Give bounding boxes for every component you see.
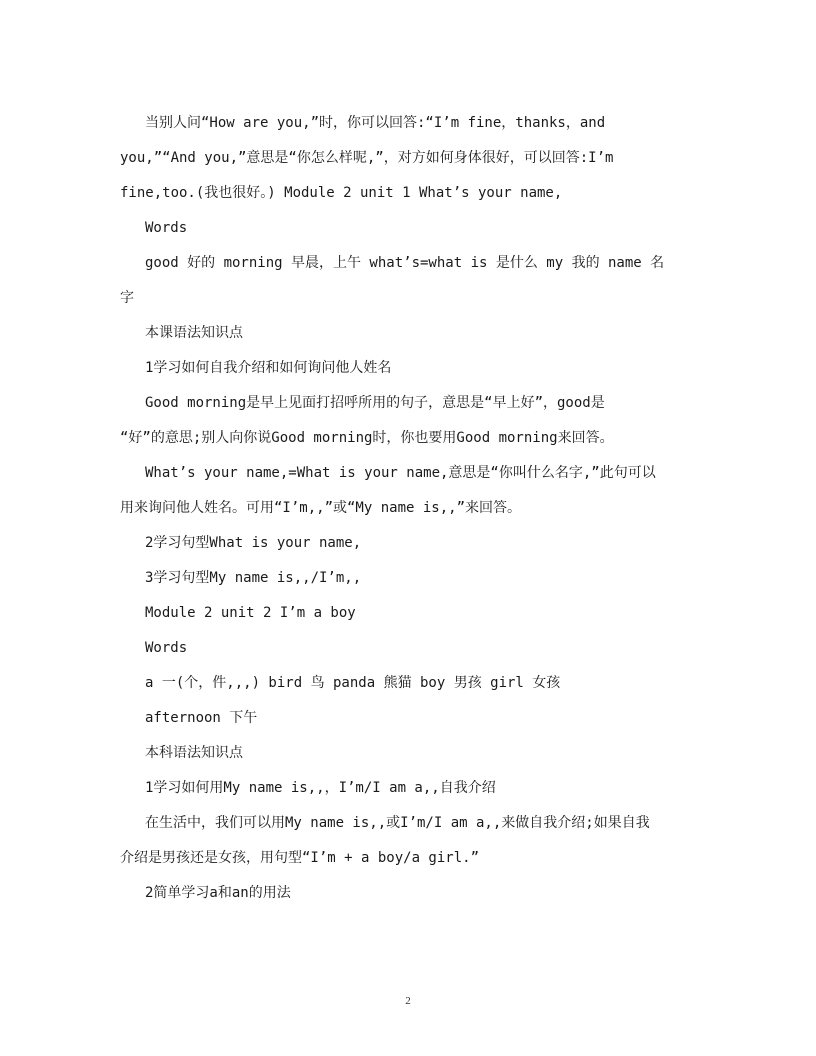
text-line: a 一(个，件,,,) bird 鸟 panda 熊猫 boy 男孩 girl 女孩 bbox=[145, 675, 561, 691]
text-line: 字 bbox=[120, 290, 134, 306]
text-line: 2学习句型What is your name, bbox=[145, 535, 362, 551]
text-line: 在生活中，我们可以用My name is,,或I’m/I am a,,来做自我介绍;如果自我 bbox=[145, 815, 650, 831]
section-heading: 本科语法知识点 bbox=[145, 745, 243, 761]
text-line: Good morning是早上见面打招呼所用的句子，意思是“早上好”，good是 bbox=[145, 395, 605, 411]
text-line: fine,too.(我也很好。) Module 2 unit 1 What’s your name, bbox=[120, 185, 563, 201]
page-number: 2 bbox=[405, 995, 411, 1007]
text-line: 用来询问他人姓名。可用“I’m,,”或“My name is,,”来回答。 bbox=[120, 500, 522, 516]
text-line: “好”的意思;别人向你说Good morning时，你也要用Good morning来回答。 bbox=[120, 430, 614, 446]
text-line: you,”“And you,”意思是“你怎么样呢,”，对方如何身体很好，可以回答:I’m bbox=[120, 150, 614, 166]
text-line: 1学习如何用My name is,,，I’m/I am a,,自我介绍 bbox=[145, 780, 496, 796]
module-heading: Module 2 unit 2 I’m a boy bbox=[145, 605, 356, 621]
text-line: 介绍是男孩还是女孩，用句型“I’m + a boy/a girl.” bbox=[120, 850, 480, 866]
text-line: Words bbox=[145, 220, 188, 236]
text-line: 3学习句型My name is,,/I’m,, bbox=[145, 570, 362, 586]
text-line: 当别人问“How are you,”时，你可以回答:“I’m fine，thanks，and bbox=[145, 115, 606, 131]
text-line: good 好的 morning 早晨，上午 what’s=what is 是什么 my 我的 name 名 bbox=[145, 255, 665, 271]
text-line: Words bbox=[145, 640, 188, 656]
text-line: 1学习如何自我介绍和如何询问他人姓名 bbox=[145, 360, 392, 376]
document-body bbox=[120, 106, 700, 911]
text-line: 2简单学习a和an的用法 bbox=[145, 885, 291, 901]
text-line: afternoon 下午 bbox=[145, 710, 258, 726]
section-heading: 本课语法知识点 bbox=[145, 325, 243, 341]
text-line: What’s your name,=What is your name,意思是“你叫什么名字,”此句可以 bbox=[145, 465, 656, 481]
